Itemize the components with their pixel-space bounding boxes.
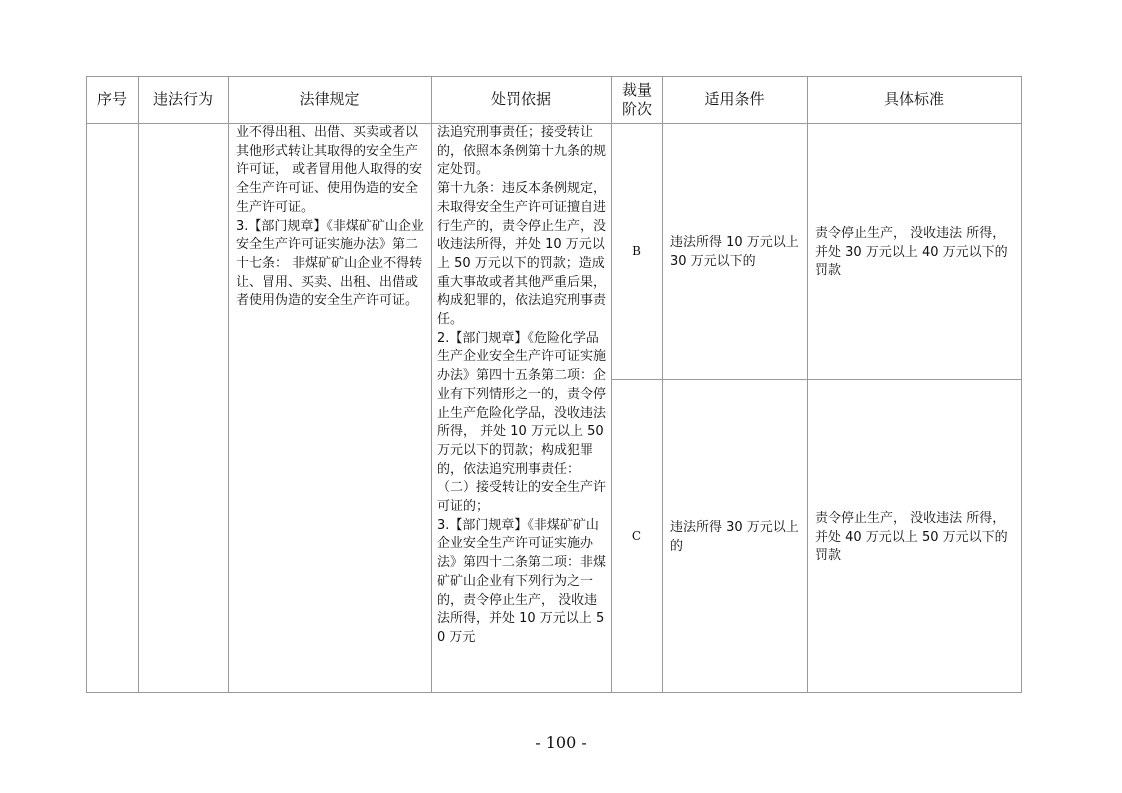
- page-number: - 100 -: [535, 733, 587, 752]
- table-right-border: [1021, 76, 1022, 693]
- condition-b: 违法所得 10 万元以上 30 万元以下的: [670, 235, 799, 269]
- standard-b: 责令停止生产， 没收违法 所得， 并处 30 万元以上 40 万元以下的罚款: [815, 226, 1008, 279]
- table-bottom-border: [86, 692, 1021, 693]
- table-left-border: [86, 76, 87, 693]
- header-penalty-basis: 处罚依据: [490, 90, 551, 108]
- cell-legal-provision: 业不得出租、出借、买卖或者以其他形式转让其取得的安全生产许可证， 或者冒用他人取得的安全生产许可证、使用伪造的安全生产许可证。 3.【部门规章】《非煤矿矿山企业安全生产许可证实施办法》第二十七条： 非煤矿矿山企业不得转让、冒用、买卖、出租、出借或者使用伪造的安全生产许可证。: [236, 125, 424, 309]
- header-seq: 序号: [96, 90, 127, 108]
- col-divider-3: [431, 76, 432, 693]
- level-c: C: [631, 529, 642, 543]
- col-divider-1: [138, 76, 139, 693]
- header-specific-standard: 具体标准: [883, 90, 944, 108]
- standard-c: 责令停止生产， 没收违法 所得， 并处 40 万元以上 50 万元以下的罚款: [815, 511, 1008, 564]
- col-divider-6: [807, 76, 808, 693]
- header-legal-provision: 法律规定: [299, 90, 360, 108]
- cell-penalty-basis: 法追究刑事责任；接受转让的，依照本条例第十九条的规定处罚。 第十九条：违反本条例规定，未取得安全生产许可证擅自进行生产的，责令停止生产，没收违法所得，并处 10 万元以上 50 万元以下的罚款；造成重大事故或者其他严重后果， 构成犯罪的，依法追究刑事责任。 2.【部门规章】《危险化学品生产企业安全生产许可证实施办法》第四十五条第二项：企业有下列情形之一的，责令停止生产危险化学品，没收违法所得， 并处 10 万元以上 50 万元以下的罚款；构成犯罪的，依法追究刑事责任： （二）接受转让的安全生产许可证的； 3.【部门规章】《非煤矿矿山企业安全生产许可证实施办法》第四十二条第二项：非煤矿矿山企业有下列行为之一的，责令停止生产， 没收违法所得，并处 10 万元以上 50 万元: [437, 125, 607, 645]
- header-violation: 违法行为: [152, 90, 213, 108]
- col-divider-5: [662, 76, 663, 693]
- condition-c: 违法所得 30 万元以上的: [670, 520, 799, 554]
- level-divider: [611, 379, 1021, 380]
- header-applicable-conditions: 适用条件: [704, 90, 765, 108]
- col-divider-4: [611, 76, 612, 693]
- level-b: B: [632, 244, 641, 258]
- col-divider-2: [228, 76, 229, 693]
- header-discretion-level: 裁量阶次: [621, 80, 652, 118]
